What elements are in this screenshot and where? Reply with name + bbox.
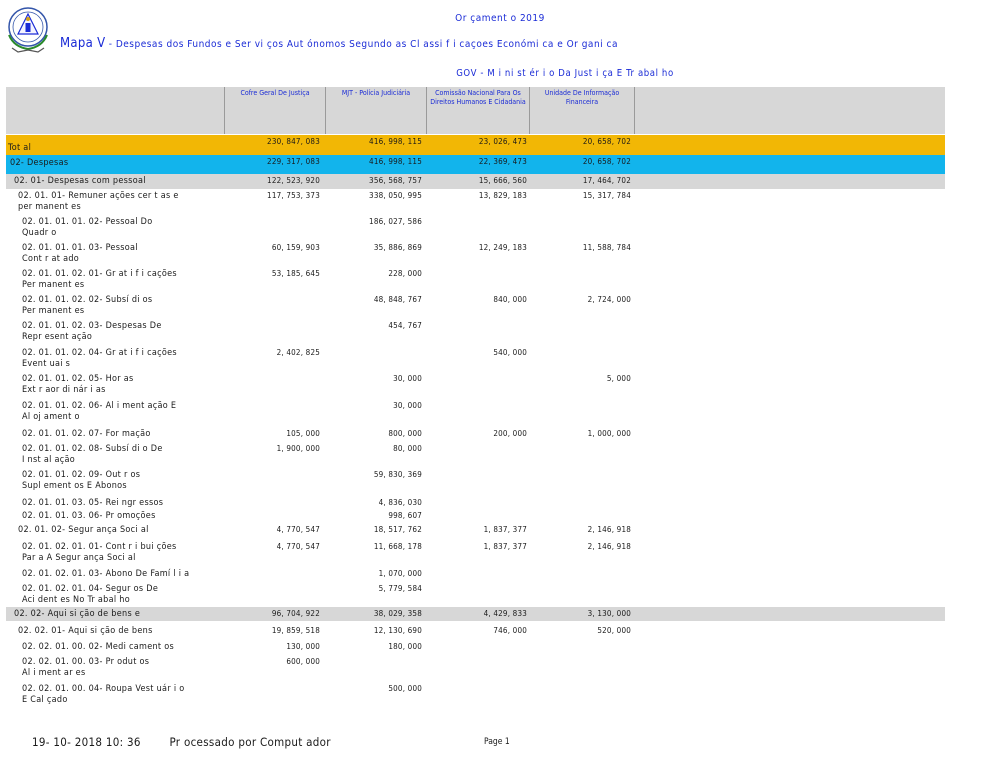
cell-value: 12, 130, 690 xyxy=(373,626,422,635)
cell-value: 23, 026, 473 xyxy=(478,137,527,146)
row-label: 02. 02- Aqui si ção de bens e xyxy=(14,609,141,619)
cell-value: 22, 369, 473 xyxy=(478,157,527,166)
cell-value: 4, 429, 833 xyxy=(483,609,527,618)
row-label: 02. 01. 01. 02. 05- Hor as Ext r aor di nár i as xyxy=(22,374,134,395)
cell-value: 2, 146, 918 xyxy=(587,542,631,551)
cell-value: 18, 517, 762 xyxy=(373,525,422,534)
row-label: 02. 01. 02. 01. 03- Abono De Famí l i a xyxy=(22,569,190,579)
cell-value: 20, 658, 702 xyxy=(582,157,631,166)
footer-processed-line xyxy=(32,735,331,749)
cell-value: 5, 000 xyxy=(606,374,631,383)
column-header: Comissão Nacional Para Os Direitos Humanos E Cidadania xyxy=(430,89,526,106)
row-label: 02. 01. 01. 02. 09- Out r os Supl ement os E Abonos xyxy=(22,470,141,491)
cell-value: 105, 000 xyxy=(286,429,320,438)
cell-value: 338, 050, 995 xyxy=(369,191,422,200)
cell-value: 1, 070, 000 xyxy=(378,569,422,578)
cell-value: 30, 000 xyxy=(393,374,422,383)
cell-value: 3, 130, 000 xyxy=(587,609,631,618)
cell-value: 15, 317, 784 xyxy=(582,191,631,200)
row-label: 02. 01. 02. 01. 04- Segur os De Aci dent es No Tr abal ho xyxy=(22,584,159,605)
cell-value: 2, 146, 918 xyxy=(587,525,631,534)
cell-value: 12, 249, 183 xyxy=(478,243,527,252)
cell-value: 186, 027, 586 xyxy=(369,217,422,226)
map-subtitle: - Despesas dos Fundos e Ser vi ços Aut ónomos Segundo as Cl assi f i caçoes Económi ca e Or gani ca xyxy=(108,39,618,50)
cell-value: 130, 000 xyxy=(286,642,320,651)
cell-value: 228, 000 xyxy=(388,269,422,278)
row-label: Tot al xyxy=(8,143,32,153)
row-band xyxy=(6,174,945,189)
row-label: 02. 02. 01. 00. 02- Medi cament os xyxy=(22,642,175,652)
cell-value: 540, 000 xyxy=(493,348,527,357)
row-band xyxy=(6,607,945,621)
cell-value: 800, 000 xyxy=(388,429,422,438)
cell-value: 454, 767 xyxy=(388,321,422,330)
cell-value: 746, 000 xyxy=(493,626,527,635)
row-label: 02. 01. 01- Remuner ações cer t as e per manent es xyxy=(18,191,179,212)
column-header: Unidade De Informação Financeira xyxy=(544,89,620,106)
cell-value: 230, 847, 083 xyxy=(267,137,320,146)
cell-value: 229, 317, 083 xyxy=(267,157,320,166)
row-band xyxy=(6,135,945,156)
row-band xyxy=(6,155,945,174)
cell-value: 840, 000 xyxy=(493,295,527,304)
cell-value: 53, 185, 645 xyxy=(271,269,320,278)
cell-value: 30, 000 xyxy=(393,401,422,410)
cell-value: 1, 837, 377 xyxy=(483,542,527,551)
row-label: 02. 01. 01. 02. 04- Gr at i f i cações Event uai s xyxy=(22,348,177,369)
map-prefix: Mapa V xyxy=(60,36,106,51)
row-label: 02. 01. 01. 02. 02- Subsí di os Per manent es xyxy=(22,295,153,316)
cell-value: 1, 000, 000 xyxy=(587,429,631,438)
cell-value: 2, 402, 825 xyxy=(276,348,320,357)
row-label: 02. 01. 02- Segur ança Soci al xyxy=(18,525,149,535)
cell-value: 117, 753, 373 xyxy=(267,191,320,200)
row-label: 02. 02. 01- Aqui si ção de bens xyxy=(18,626,153,636)
cell-value: 48, 848, 767 xyxy=(373,295,422,304)
budget-year-title: Or çament o 2019 xyxy=(455,13,545,24)
cell-value: 96, 704, 922 xyxy=(271,609,320,618)
cell-value: 59, 830, 369 xyxy=(373,470,422,479)
cell-value: 356, 568, 757 xyxy=(369,176,422,185)
column-header: MJT - Polícia Judiciária xyxy=(341,89,411,97)
cell-value: 5, 779, 584 xyxy=(378,584,422,593)
cell-value: 11, 588, 784 xyxy=(582,243,631,252)
cell-value: 15, 666, 560 xyxy=(478,176,527,185)
footer-processed: Pr ocessado por Comput ador xyxy=(169,735,331,749)
cell-value: 500, 000 xyxy=(388,684,422,693)
row-label: 02. 01. 01. 03. 05- Rei ngr essos xyxy=(22,498,164,508)
cell-value: 4, 770, 547 xyxy=(276,525,320,534)
map-title xyxy=(60,36,618,51)
cell-value: 13, 829, 183 xyxy=(478,191,527,200)
cell-value: 4, 836, 030 xyxy=(378,498,422,507)
cell-value: 520, 000 xyxy=(597,626,631,635)
row-label: 02. 02. 01. 00. 03- Pr odut os Al i ment ar es xyxy=(22,657,150,678)
row-label: 02. 01. 01. 02. 07- For mação xyxy=(22,429,151,439)
row-label: 02. 01. 01. 02. 01- Gr at i f i cações Per manent es xyxy=(22,269,177,290)
row-label: 02. 01. 01. 02. 06- Al i ment ação E Al oj ament o xyxy=(22,401,177,422)
cell-value: 20, 658, 702 xyxy=(582,137,631,146)
row-label: 02. 01. 01. 01. 02- Pessoal Do Quadr o xyxy=(22,217,153,238)
row-label: 02. 02. 01. 00. 04- Roupa Vest uár i o E Cal çado xyxy=(22,684,185,705)
cell-value: 998, 607 xyxy=(388,511,422,520)
row-label: 02- Despesas xyxy=(10,158,69,168)
cell-value: 1, 837, 377 xyxy=(483,525,527,534)
cell-value: 1, 900, 000 xyxy=(276,444,320,453)
cell-value: 35, 886, 869 xyxy=(373,243,422,252)
cell-value: 200, 000 xyxy=(493,429,527,438)
cell-value: 122, 523, 920 xyxy=(267,176,320,185)
row-label: 02. 01. 01. 01. 03- Pessoal Cont r at ado xyxy=(22,243,138,264)
cell-value: 600, 000 xyxy=(286,657,320,666)
cell-value: 60, 159, 903 xyxy=(271,243,320,252)
row-label: 02. 01. 02. 01. 01- Cont r i bui ções Par a A Segur ança Soci al xyxy=(22,542,177,563)
column-header: Cofre Geral De Justiça xyxy=(240,89,310,97)
row-label: 02. 01- Despesas com pessoal xyxy=(14,176,146,186)
cell-value: 416, 998, 115 xyxy=(369,137,422,146)
cell-value: 180, 000 xyxy=(388,642,422,651)
row-label: 02. 01. 01. 02. 03- Despesas De Repr esent ação xyxy=(22,321,162,342)
cell-value: 38, 029, 358 xyxy=(373,609,422,618)
cell-value: 80, 000 xyxy=(393,444,422,453)
row-label: 02. 01. 01. 03. 06- Pr omoções xyxy=(22,511,156,521)
cell-value: 19, 859, 518 xyxy=(271,626,320,635)
footer-datetime: 19- 10- 2018 10: 36 xyxy=(32,735,141,749)
cell-value: 4, 770, 547 xyxy=(276,542,320,551)
cell-value: 11, 668, 178 xyxy=(373,542,422,551)
column-divider xyxy=(634,87,635,134)
cell-value: 2, 724, 000 xyxy=(587,295,631,304)
page-number: Page 1 xyxy=(484,737,510,747)
cell-value: 416, 998, 115 xyxy=(369,157,422,166)
cell-value: 17, 464, 702 xyxy=(582,176,631,185)
row-label: 02. 01. 01. 02. 08- Subsí di o De I nst al ação xyxy=(22,444,163,465)
ministry-title: GOV - M i ni st ér i o Da Just i ça E Tr abal ho xyxy=(456,68,674,79)
